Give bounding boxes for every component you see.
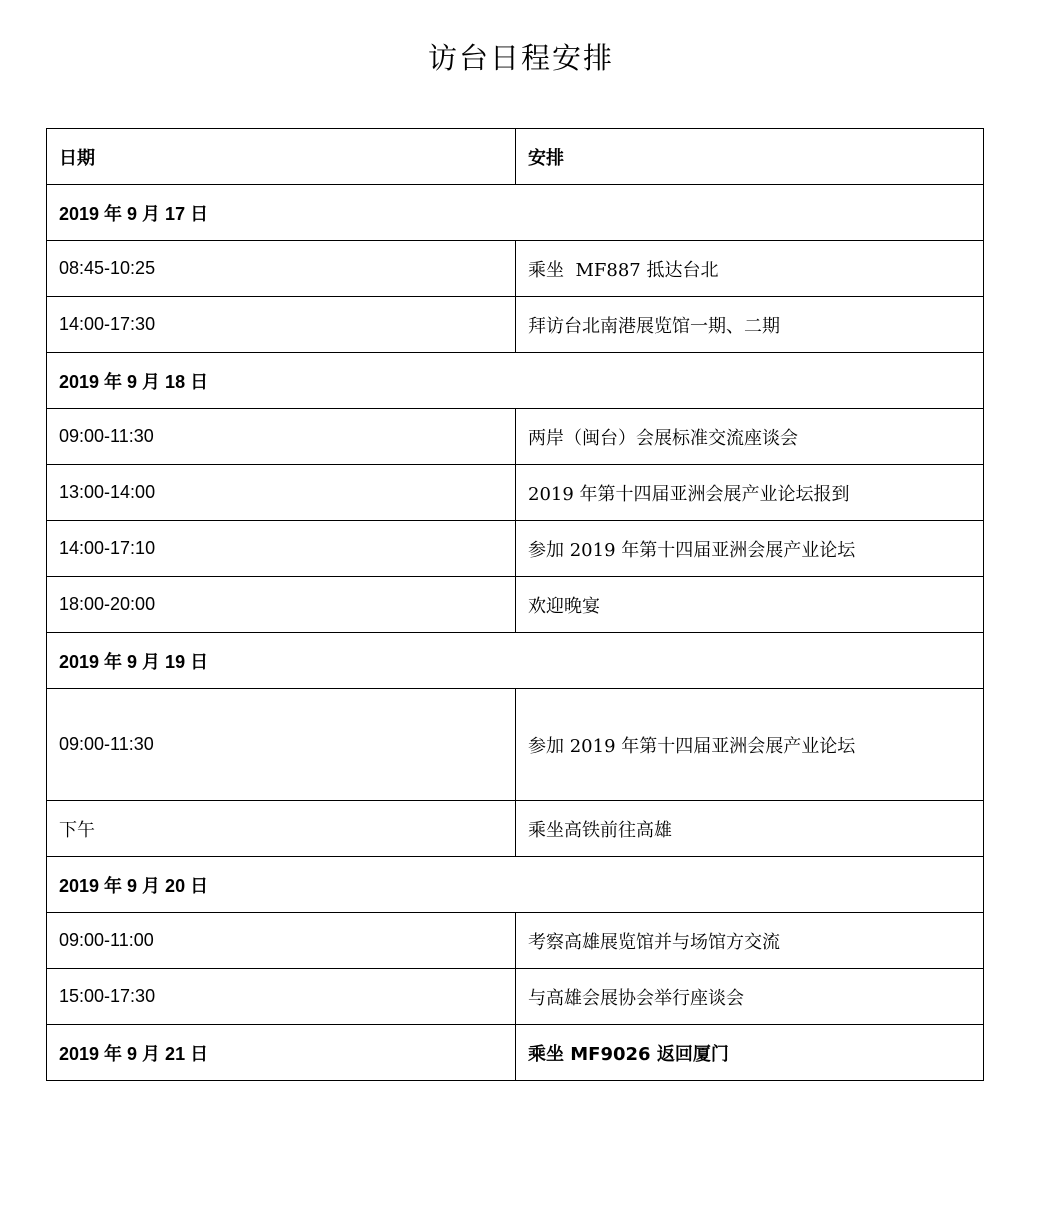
time-cell: 13:00-14:00 [47, 465, 516, 521]
activity-cell: 乘坐高铁前往高雄 [516, 801, 984, 857]
activity-cell: 欢迎晚宴 [516, 577, 984, 633]
header-date: 日期 [47, 129, 516, 185]
activity-cell: 考察高雄展览馆并与场馆方交流 [516, 913, 984, 969]
activity-cell: 参加 2019 年第十四届亚洲会展产业论坛 [516, 521, 984, 577]
day-date: 2019 年 9 月 19 日 [47, 633, 984, 689]
day-row [47, 857, 984, 913]
table-row [47, 297, 984, 353]
activity-cell: 与高雄会展协会举行座谈会 [516, 969, 984, 1025]
day-row [47, 353, 984, 409]
table-header-row [47, 129, 984, 185]
final-day-row [47, 1025, 984, 1081]
time-cell: 08:45-10:25 [47, 241, 516, 297]
day-date: 2019 年 9 月 20 日 [47, 857, 984, 913]
activity-cell: 拜访台北南港展览馆一期、二期 [516, 297, 984, 353]
table-row [47, 801, 984, 857]
table-row [47, 577, 984, 633]
activity-cell: 乘坐 MF887 抵达台北 [516, 241, 984, 297]
table-row [47, 913, 984, 969]
day-date: 2019 年 9 月 18 日 [47, 353, 984, 409]
time-cell: 09:00-11:30 [47, 409, 516, 465]
time-cell: 09:00-11:00 [47, 913, 516, 969]
time-cell: 14:00-17:30 [47, 297, 516, 353]
activity-cell: 参加 2019 年第十四届亚洲会展产业论坛 [516, 689, 984, 801]
time-cell: 09:00-11:30 [47, 689, 516, 801]
time-cell: 14:00-17:10 [47, 521, 516, 577]
table-row [47, 521, 984, 577]
final-date: 2019 年 9 月 21 日 [47, 1025, 516, 1081]
table-row [47, 465, 984, 521]
time-cell: 15:00-17:30 [47, 969, 516, 1025]
day-date: 2019 年 9 月 17 日 [47, 185, 984, 241]
table-row [47, 241, 984, 297]
day-row [47, 185, 984, 241]
final-activity: 乘坐 MF9026 返回厦门 [516, 1025, 984, 1081]
table-row [47, 409, 984, 465]
table-row [47, 689, 984, 801]
activity-cell: 两岸（闽台）会展标准交流座谈会 [516, 409, 984, 465]
table-row [47, 969, 984, 1025]
day-row [47, 633, 984, 689]
schedule-table [46, 128, 984, 1081]
header-arrangement: 安排 [516, 129, 984, 185]
time-cell: 下午 [47, 801, 516, 857]
time-cell: 18:00-20:00 [47, 577, 516, 633]
activity-cell: 2019 年第十四届亚洲会展产业论坛报到 [516, 465, 984, 521]
document-title: 访台日程安排 [427, 41, 614, 75]
